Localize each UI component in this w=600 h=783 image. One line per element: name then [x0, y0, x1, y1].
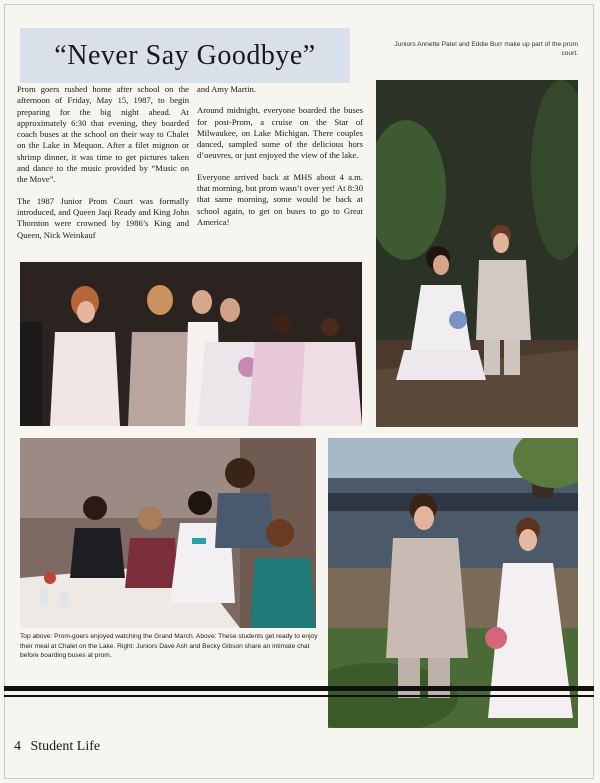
article-paragraph: Prom goers rushed home after school on the afternoon of Friday, May 15, 1987, to begin preparing for the big night ahead. At approximately 6:30 that evening, they boarded coach buses at the school on their way to Chalet on the Lake in Mequon. After a filet mignon or shrimp dinner, it was time to get pictures taken and dance to the music provided by “Music on the Move”. — [17, 84, 189, 185]
photo-dinner-chalet — [20, 438, 316, 628]
photo-grand-march — [20, 262, 362, 426]
photo-couple-by-bus — [328, 438, 578, 728]
page-number: 4 — [14, 739, 21, 754]
footer-rule-thick — [4, 686, 594, 691]
article-column-right — [197, 84, 363, 238]
article-paragraph: and Amy Martin. — [197, 84, 256, 94]
article-paragraph: The 1987 Junior Prom Court was formally introduced, and Queen Jaqi Ready and King John Thornton were crowned by 1986’s King and Queen, Nick Weinkauf — [17, 195, 189, 240]
article-paragraph: Around midnight, everyone boarded the buses for post-Prom, a cruise on the Star of Milwaukee, on Lake Michigan. There couples danced, sampled some of the delicious hors d’oeuvres, or just enjoyed the view of the lake. — [197, 105, 363, 161]
caption-top-right: Juniors Annette Patel and Eddie Burr make up part of the prom court. — [394, 41, 578, 57]
article-paragraph: Everyone arrived back at MHS about 4 a.m. that morning, but prom wasn’t over yet! At 8:30 that same morning, some would be back at school again, to get on buses to go to Great America! — [197, 171, 363, 227]
article-column-left — [17, 84, 189, 251]
page-footer — [14, 739, 100, 755]
page-headline: “Never Say Goodbye” — [20, 28, 350, 83]
caption-photos-bottom: Top above: Prom-goers enjoyed watching the Grand March. Above: These students get ready to enjoy their meal at Chalet on the Lake. Right: Juniors Dave Ash and Becky Gibson share an intimate chat before boarding buses at prom. — [20, 633, 318, 660]
section-title: Student Life — [30, 739, 101, 754]
footer-rule-thin — [4, 695, 594, 697]
photo-prom-court-couple — [376, 80, 578, 427]
